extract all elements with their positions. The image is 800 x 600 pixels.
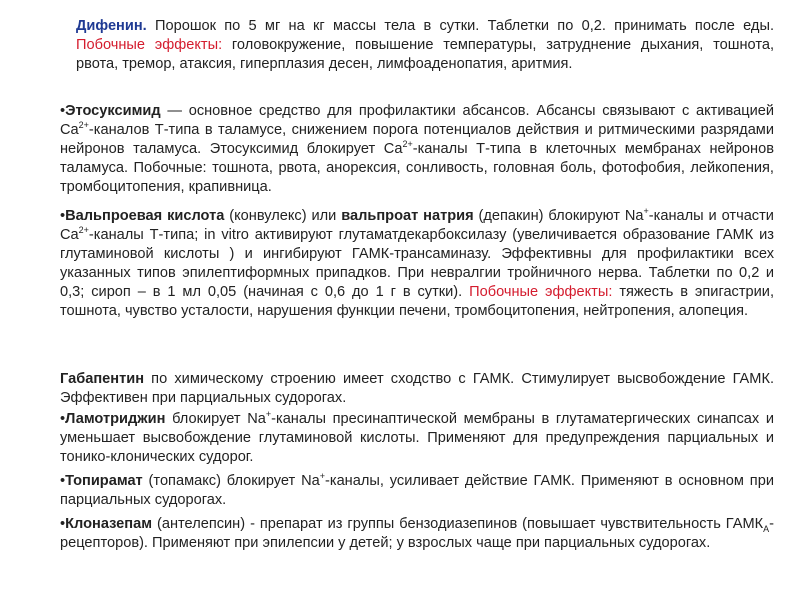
gabapentin-text-1: по химическому строению имеет сходство с ГАМК. Стимулирует высвобождение ГАМК. Эффективен при парциальных судорогах. bbox=[60, 371, 774, 406]
valproate-text-5: тяжесть в эпигастрии, тошнота, чувство усталости, нарушения функции печени, тромбоцитопения, нейтропения, алопеция. bbox=[60, 284, 775, 319]
etosuksimid-text-1: — основное средство для профилактики абсансов. Абсансы связывают с активацией Ca bbox=[60, 103, 774, 138]
paragraph-valproate bbox=[60, 207, 774, 321]
drug-name-lamotrigine: Ламотриджин bbox=[65, 411, 166, 427]
clonazepam-text-2: -рецепторов). Применяют при эпилепсии у детей; у взрослых чаще при парциальных судорогах. bbox=[60, 516, 774, 551]
subscript-receptor-type: А bbox=[763, 523, 770, 534]
bullet-icon: • bbox=[60, 103, 66, 119]
etosuksimid-text-3: -каналы Т-типа в клеточных мембранах нейронов таламуса. Побочные: тошнота, рвота, анорексия, сонливость, головная боль, фотофобия, лейкопения, тромбоцитопения, крапивница. bbox=[60, 141, 774, 195]
superscript-charge: + bbox=[319, 471, 325, 482]
clonazepam-text-1: (антелепсин) - препарат из группы бензодиазепинов (повышает чувствительность ГАМК bbox=[152, 516, 764, 532]
bullet-icon: • bbox=[60, 411, 66, 427]
paragraph-difenin bbox=[76, 17, 774, 74]
paragraph-lamotrigine bbox=[60, 410, 774, 467]
valproate-text-3: -каналы и отчасти Ca bbox=[60, 208, 774, 243]
paragraph-etosuksimid bbox=[60, 102, 774, 197]
superscript-charge: 2+ bbox=[78, 225, 89, 236]
topiramate-text-1: (топамакс) блокирует Na bbox=[142, 473, 320, 489]
bullet-icon: • bbox=[60, 473, 66, 489]
lamotrigine-text-1: блокирует Na bbox=[165, 411, 266, 427]
drug-name-etosuksimid: Этосуксимид bbox=[65, 103, 161, 119]
topiramate-text-2: -каналы, усиливает действие ГАМК. Применяют в основном при парциальных судорогах. bbox=[60, 473, 774, 508]
side-effects-label: Побочные эффекты: bbox=[76, 37, 223, 53]
side-effects-label: Побочные эффекты: bbox=[469, 284, 613, 300]
difenin-text-2: головокружение, повышение температуры, затруднение дыхания, тошнота, рвота, тремор, атаксия, гиперплазия десен, лимфоаденопатия, аритмия. bbox=[76, 37, 775, 72]
bullet-icon: • bbox=[60, 208, 66, 224]
valproate-text-4: -каналы Т-типа; in vitro активируют глутаматдекарбоксилазу (увеличивается образование ГАМК из глутаминовой кислоты ) и ингибируют ГАМК-трансаминазу. Эффективны для профилактики всех указанных типов эпилептиформных припадков. При невралгии тройничного нерва. Таблетки по 0,2 и 0,3; сироп – в 1 мл 0,05 (начиная с 0,6 до 1 г в сутки). bbox=[60, 227, 774, 300]
drug-name-gabapentin: Габапентин bbox=[60, 371, 145, 387]
paragraph-topiramate bbox=[60, 472, 774, 510]
drug-name-sodium-valproate: вальпроат натрия bbox=[341, 208, 474, 224]
drug-name-topiramate: Топирамат bbox=[65, 473, 143, 489]
paragraph-gabapentin bbox=[60, 370, 774, 408]
bullet-icon: • bbox=[60, 516, 66, 532]
difenin-text-1: Порошок по 5 мг на кг массы тела в сутки. Таблетки по 0,2. принимать после еды. bbox=[146, 18, 774, 34]
superscript-charge: 2+ bbox=[402, 139, 413, 150]
drug-name-clonazepam: Клоназепам bbox=[65, 516, 153, 532]
drug-name-difenin: Дифенин. bbox=[76, 18, 147, 34]
superscript-charge: + bbox=[643, 206, 649, 217]
etosuksimid-text-2: -каналов Т-типа в таламусе, снижением порога потенциалов действия и ритмическими разрядами нейронов таламуса. Этосуксимид блокирует Ca bbox=[60, 122, 774, 157]
valproate-text-2: (депакин) блокируют Na bbox=[473, 208, 644, 224]
paragraph-clonazepam bbox=[60, 515, 774, 553]
drug-name-valproic-acid: Вальпроевая кислота bbox=[65, 208, 225, 224]
valproate-text-1: (конвулекс) или bbox=[224, 208, 342, 224]
superscript-charge: 2+ bbox=[78, 120, 89, 131]
superscript-charge: + bbox=[265, 409, 272, 420]
lamotrigine-text-2: -каналы пресинаптической мембраны в глутаматергических синапсах и уменьшает высвобождение глутаминовой кислоты. Применяют для предупреждения парциальных и тонико-клонических судорог. bbox=[60, 411, 774, 465]
